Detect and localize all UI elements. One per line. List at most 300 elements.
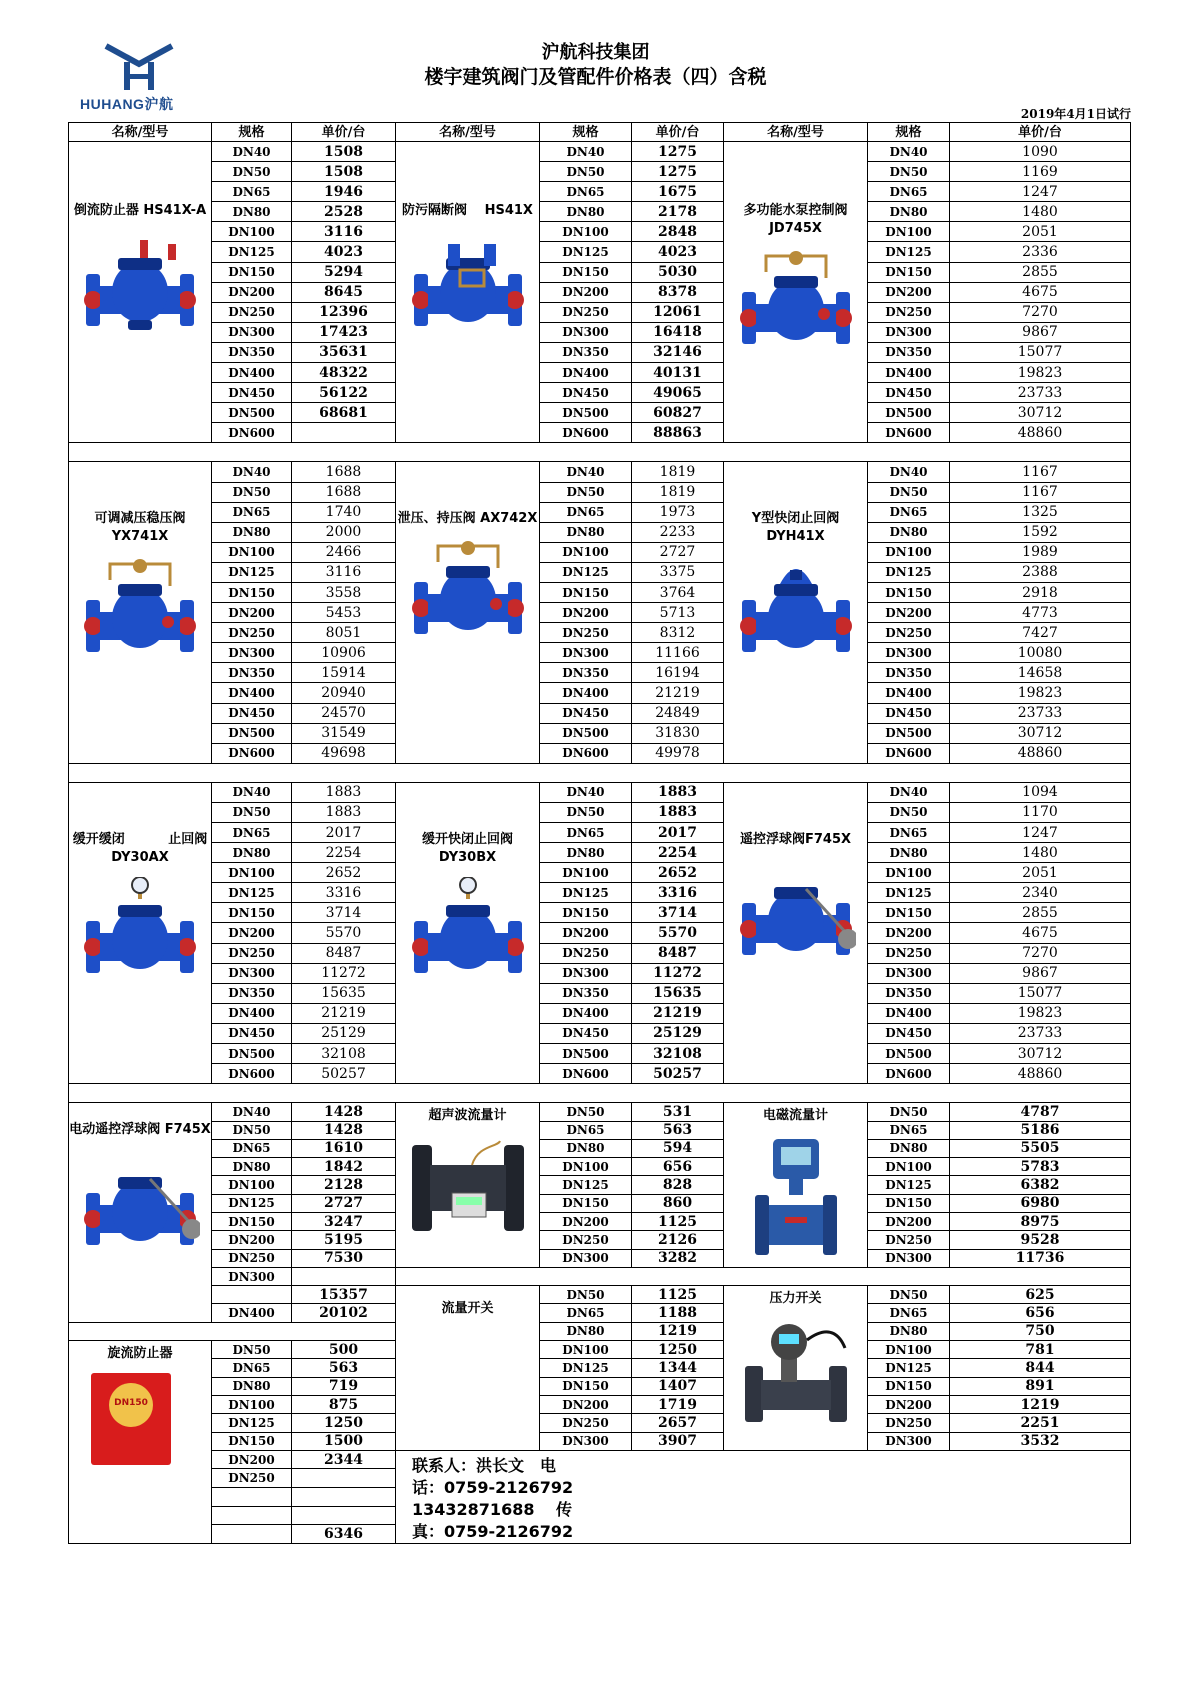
price-cell: 2388	[950, 562, 1131, 582]
spec-cell: DN250	[540, 943, 632, 963]
price-cell: 1247	[950, 182, 1131, 202]
spec-cell: DN65	[212, 1139, 292, 1157]
spec-cell: DN50	[212, 1121, 292, 1139]
effective-date: 2019年4月1日试行	[1020, 107, 1131, 121]
price-table	[68, 122, 1131, 1544]
spec-cell: DN600	[540, 743, 632, 763]
spec-cell: DN65	[212, 823, 292, 843]
spec-cell: DN40	[212, 1103, 292, 1121]
spec-cell: DN250	[868, 623, 950, 643]
price-cell: 1125	[632, 1213, 724, 1231]
column-header: 名称/型号	[69, 123, 212, 142]
spec-cell: DN400	[540, 363, 632, 383]
price-cell: 1125	[632, 1286, 724, 1304]
price-cell: 12396	[292, 302, 396, 322]
spec-cell: DN250	[540, 1414, 632, 1432]
price-cell: 23733	[950, 383, 1131, 403]
spec-cell: DN125	[868, 1176, 950, 1194]
price-cell: 4773	[950, 603, 1131, 623]
product-cell	[396, 142, 540, 443]
company-name: 沪航科技集团	[541, 42, 650, 63]
table-row	[69, 1322, 1131, 1340]
spec-cell: DN600	[212, 1064, 292, 1084]
price-cell: 24570	[292, 703, 396, 723]
spec-cell: DN600	[212, 743, 292, 763]
product-cell	[69, 782, 212, 1083]
table-row	[69, 923, 1131, 943]
price-cell: 30712	[950, 1044, 1131, 1064]
price-cell: 3316	[292, 883, 396, 903]
logo-text: HUHANG沪航	[80, 96, 174, 112]
spec-cell: DN50	[540, 482, 632, 502]
table-row	[69, 482, 1131, 502]
column-header: 单价/台	[292, 123, 396, 142]
spec-cell: DN350	[868, 663, 950, 683]
column-header: 单价/台	[950, 123, 1131, 142]
spec-cell: DN80	[868, 202, 950, 222]
price-cell: 3116	[292, 562, 396, 582]
spec-cell: DN400	[212, 683, 292, 703]
product-image	[724, 1318, 867, 1431]
spec-cell: DN50	[540, 1286, 632, 1304]
table-row	[69, 1377, 1131, 1395]
price-cell: 4675	[950, 923, 1131, 943]
price-cell: 16418	[632, 322, 724, 342]
product-image	[724, 1135, 867, 1263]
price-cell: 3247	[292, 1213, 396, 1231]
price-cell: 1819	[632, 462, 724, 482]
table-row	[69, 782, 1131, 802]
spec-cell: DN500	[212, 723, 292, 743]
table-row	[69, 1249, 1131, 1267]
price-cell: 10906	[292, 643, 396, 663]
price-cell: 656	[632, 1158, 724, 1176]
price-cell: 2017	[292, 823, 396, 843]
price-cell: 2528	[292, 202, 396, 222]
price-cell: 891	[950, 1377, 1131, 1395]
spec-cell: DN125	[212, 242, 292, 262]
spec-cell: DN150	[212, 1432, 292, 1450]
product-cell	[396, 1286, 540, 1451]
spec-cell: DN80	[540, 1322, 632, 1340]
spec-cell: DN200	[540, 923, 632, 943]
table-row	[69, 1304, 1131, 1322]
spec-cell: DN450	[540, 703, 632, 723]
table-row	[69, 403, 1131, 423]
table-row	[69, 723, 1131, 743]
spec-cell: DN200	[868, 1213, 950, 1231]
table-row	[69, 763, 1131, 782]
price-cell: 1188	[632, 1304, 724, 1322]
price-cell: 35631	[292, 342, 396, 362]
spec-cell: DN100	[540, 542, 632, 562]
table-row	[69, 883, 1131, 903]
price-cell: 3907	[632, 1432, 724, 1450]
spec-cell: DN150	[540, 262, 632, 282]
spec-cell: DN250	[212, 302, 292, 322]
spec-cell: DN100	[868, 222, 950, 242]
price-cell: 32108	[292, 1044, 396, 1064]
spec-cell: DN50	[868, 1103, 950, 1121]
spec-cell: DN200	[212, 282, 292, 302]
price-cell: 1480	[950, 202, 1131, 222]
price-cell: 11736	[950, 1249, 1131, 1267]
table-row	[69, 1176, 1131, 1194]
price-cell: 563	[292, 1359, 396, 1377]
spec-cell: DN80	[868, 1322, 950, 1340]
spec-cell: DN400	[540, 1003, 632, 1023]
section-gap	[396, 1267, 1131, 1285]
spec-cell: DN100	[868, 1158, 950, 1176]
spec-cell: DN600	[540, 423, 632, 443]
price-cell: 1973	[632, 502, 724, 522]
price-cell: 1688	[292, 482, 396, 502]
product-name: 压力开关	[769, 1291, 822, 1307]
price-cell: 531	[632, 1103, 724, 1121]
table-row	[69, 603, 1131, 623]
spec-cell: DN400	[212, 363, 292, 383]
price-cell: 3375	[632, 562, 724, 582]
spec-cell: DN250	[540, 302, 632, 322]
spec-cell: DN200	[212, 1450, 292, 1469]
spec-cell: DN100	[540, 222, 632, 242]
price-cell: 2336	[950, 242, 1131, 262]
price-cell: 1094	[950, 782, 1131, 802]
price-cell: 16194	[632, 663, 724, 683]
spec-cell: DN65	[868, 1121, 950, 1139]
spec-cell: DN125	[868, 1359, 950, 1377]
price-cell: 20102	[292, 1304, 396, 1322]
price-cell: 8487	[632, 943, 724, 963]
price-cell: 2051	[950, 222, 1131, 242]
table-row	[69, 1286, 1131, 1304]
spec-cell: DN100	[212, 1176, 292, 1194]
spec-cell: DN300	[868, 643, 950, 663]
spec-cell: DN200	[868, 282, 950, 302]
table-row	[69, 823, 1131, 843]
spec-cell: DN150	[868, 582, 950, 602]
spec-cell: DN40	[868, 462, 950, 482]
price-cell: 781	[950, 1341, 1131, 1359]
spec-cell: DN500	[868, 1044, 950, 1064]
table-row	[69, 462, 1131, 482]
price-cell: 5505	[950, 1139, 1131, 1157]
product-name: 倒流防止器 HS41X-A	[73, 203, 207, 218]
spec-cell: DN300	[868, 963, 950, 983]
price-cell: 4023	[632, 242, 724, 262]
spec-cell: DN300	[212, 1267, 292, 1285]
price-cell: 48322	[292, 363, 396, 383]
price-cell: 15635	[292, 983, 396, 1003]
spec-cell: DN250	[212, 943, 292, 963]
table-row	[69, 562, 1131, 582]
spec-cell: DN100	[540, 1341, 632, 1359]
product-cell	[69, 1341, 212, 1544]
spec-cell: DN150	[540, 903, 632, 923]
price-cell: 8487	[292, 943, 396, 963]
price-cell	[292, 1267, 396, 1285]
spec-cell: DN250	[540, 1231, 632, 1249]
price-cell: 6980	[950, 1194, 1131, 1212]
price-cell: 656	[950, 1304, 1131, 1322]
spec-cell: DN80	[212, 1377, 292, 1395]
spec-cell: DN450	[540, 1023, 632, 1043]
price-cell: 8051	[292, 623, 396, 643]
price-cell: 1480	[950, 843, 1131, 863]
product-name: 缓开缓闭 止回阀 DY30AX	[72, 831, 208, 865]
table-row	[69, 1023, 1131, 1043]
spec-cell: DN125	[212, 562, 292, 582]
spec-cell: DN125	[540, 1359, 632, 1377]
price-cell: 9528	[950, 1231, 1131, 1249]
price-cell: 10080	[950, 643, 1131, 663]
spec-cell: DN250	[868, 302, 950, 322]
spec-cell: DN150	[540, 582, 632, 602]
price-cell: 8312	[632, 623, 724, 643]
price-cell: 15357	[292, 1286, 396, 1304]
section-gap	[69, 763, 1131, 782]
price-cell: 875	[292, 1395, 396, 1413]
table-row	[69, 363, 1131, 383]
price-cell: 2727	[632, 542, 724, 562]
price-cell: 56122	[292, 383, 396, 403]
price-cell: 3714	[632, 903, 724, 923]
price-cell: 2340	[950, 883, 1131, 903]
product-name: Y型快闭止回阀 DYH41X	[751, 511, 840, 545]
price-cell: 17423	[292, 322, 396, 342]
product-name: 遥控浮球阀F745X	[739, 831, 852, 847]
spec-cell: DN300	[540, 322, 632, 342]
price-cell: 2000	[292, 522, 396, 542]
price-cell: 1883	[632, 782, 724, 802]
price-cell: 15077	[950, 983, 1131, 1003]
spec-cell: DN350	[212, 342, 292, 362]
product-image	[69, 556, 211, 669]
price-cell: 844	[950, 1359, 1131, 1377]
spec-cell: DN65	[868, 502, 950, 522]
spec-cell: DN125	[212, 883, 292, 903]
contact-line: 真：0759-2126792	[412, 1521, 574, 1541]
table-row	[69, 963, 1131, 983]
product-image	[69, 230, 211, 343]
spec-cell: DN500	[868, 403, 950, 423]
price-cell: 11272	[632, 963, 724, 983]
table-row	[69, 802, 1131, 822]
price-cell: 6382	[950, 1176, 1131, 1194]
price-cell: 23733	[950, 703, 1131, 723]
price-cell: 2017	[632, 823, 724, 843]
spec-cell: DN500	[540, 403, 632, 423]
spec-cell: DN500	[212, 1044, 292, 1064]
section-gap	[69, 1084, 1131, 1103]
price-cell: 1688	[292, 462, 396, 482]
spec-cell: DN500	[540, 1044, 632, 1064]
table-row	[69, 1084, 1131, 1103]
spec-cell: DN100	[540, 1158, 632, 1176]
spec-cell: DN50	[212, 1341, 292, 1359]
price-cell: 1250	[632, 1341, 724, 1359]
price-cell: 3714	[292, 903, 396, 923]
spec-cell: DN80	[540, 522, 632, 542]
price-cell: 1740	[292, 502, 396, 522]
spec-cell: DN400	[540, 683, 632, 703]
spec-cell: DN300	[868, 322, 950, 342]
spec-cell: DN300	[212, 643, 292, 663]
table-row	[69, 162, 1131, 182]
price-cell: 4023	[292, 242, 396, 262]
table-row	[69, 123, 1131, 142]
product-name: 泄压、持压阀 AX742X	[397, 511, 538, 527]
spec-cell: DN350	[868, 342, 950, 362]
table-row	[69, 1158, 1131, 1176]
spec-cell: DN400	[868, 363, 950, 383]
product-cell	[724, 1103, 868, 1268]
price-cell: 2727	[292, 1194, 396, 1212]
spec-cell: DN300	[868, 1432, 950, 1450]
spec-cell: DN300	[540, 1432, 632, 1450]
spec-cell: DN150	[540, 1377, 632, 1395]
price-cell: 1883	[292, 802, 396, 822]
spec-cell: DN100	[212, 222, 292, 242]
spec-cell: DN65	[212, 1359, 292, 1377]
price-cell: 1325	[950, 502, 1131, 522]
price-cell: 2657	[632, 1414, 724, 1432]
spec-cell: DN80	[868, 843, 950, 863]
price-cell: 30712	[950, 723, 1131, 743]
spec-cell: DN50	[868, 1286, 950, 1304]
price-cell: 1719	[632, 1395, 724, 1413]
spec-cell: DN50	[868, 802, 950, 822]
product-image	[724, 556, 867, 669]
spec-cell: DN300	[212, 963, 292, 983]
spec-cell: DN40	[212, 782, 292, 802]
price-cell: 24849	[632, 703, 724, 723]
product-image	[396, 877, 539, 990]
spec-cell: DN150	[212, 582, 292, 602]
spec-cell: DN65	[540, 823, 632, 843]
table-row	[69, 1064, 1131, 1084]
price-cell: 40131	[632, 363, 724, 383]
column-header: 规格	[212, 123, 292, 142]
price-cell: 2855	[950, 262, 1131, 282]
price-cell: 1090	[950, 142, 1131, 162]
spec-cell: DN300	[868, 1249, 950, 1267]
spec-cell: DN150	[540, 1194, 632, 1212]
price-cell: 1428	[292, 1103, 396, 1121]
spec-cell: DN350	[868, 983, 950, 1003]
spec-cell: DN250	[212, 1249, 292, 1267]
table-row	[69, 1450, 1131, 1469]
table-row	[69, 943, 1131, 963]
price-cell: 2126	[632, 1231, 724, 1249]
price-cell: 1275	[632, 162, 724, 182]
spec-cell: DN125	[540, 883, 632, 903]
spec-cell: DN300	[540, 963, 632, 983]
price-cell: 5570	[632, 923, 724, 943]
table-row	[69, 743, 1131, 763]
table-row	[69, 582, 1131, 602]
spec-cell: DN250	[212, 1469, 292, 1488]
spec-cell: DN150	[212, 903, 292, 923]
table-row	[69, 1103, 1131, 1121]
table-row	[69, 342, 1131, 362]
price-cell: 2178	[632, 202, 724, 222]
table-row	[69, 302, 1131, 322]
product-name: 电动遥控浮球阀 F745X	[69, 1122, 211, 1138]
table-row	[69, 1231, 1131, 1249]
price-cell: 23733	[950, 1023, 1131, 1043]
product-image	[396, 1135, 539, 1243]
spec-cell: DN600	[212, 423, 292, 443]
spec-cell: DN125	[212, 1194, 292, 1212]
price-cell: 7270	[950, 943, 1131, 963]
product-cell	[396, 782, 540, 1083]
spec-cell: DN125	[540, 1176, 632, 1194]
spec-cell: DN150	[212, 262, 292, 282]
price-cell: 15077	[950, 342, 1131, 362]
spec-cell: DN200	[540, 1213, 632, 1231]
spec-cell: DN150	[868, 1377, 950, 1395]
spec-cell: DN600	[868, 1064, 950, 1084]
section-gap	[69, 1322, 396, 1340]
table-row	[69, 322, 1131, 342]
product-name: 防污隔断阀 HS41X	[402, 203, 533, 218]
spec-cell: DN65	[540, 1121, 632, 1139]
spec-cell: DN65	[540, 182, 632, 202]
table-row	[69, 1359, 1131, 1377]
product-name: 多功能水泵控制阀 JD745X	[743, 203, 861, 236]
price-cell: 21219	[292, 1003, 396, 1023]
spec-cell: DN40	[868, 142, 950, 162]
price-cell: 3282	[632, 1249, 724, 1267]
price-cell: 11272	[292, 963, 396, 983]
spec-cell: DN125	[868, 242, 950, 262]
table-row	[69, 1194, 1131, 1212]
spec-cell: DN50	[868, 482, 950, 502]
spec-cell: DN80	[868, 522, 950, 542]
spec-cell: DN300	[540, 643, 632, 663]
product-cell	[724, 782, 868, 1083]
table-row	[69, 703, 1131, 723]
spec-cell: DN400	[868, 1003, 950, 1023]
table-row	[69, 663, 1131, 683]
spec-cell: DN40	[212, 142, 292, 162]
spec-cell: DN50	[212, 802, 292, 822]
price-cell: 828	[632, 1176, 724, 1194]
spec-cell: DN65	[868, 823, 950, 843]
price-cell: 2652	[632, 863, 724, 883]
price-cell: 1842	[292, 1158, 396, 1176]
price-cell	[292, 1506, 396, 1525]
price-cell: 88863	[632, 423, 724, 443]
table-row	[69, 1341, 1131, 1359]
spec-cell: DN200	[868, 923, 950, 943]
vortex-size-label: DN150	[114, 1398, 148, 1409]
price-cell: 1883	[292, 782, 396, 802]
product-name: 超声波流量计	[428, 1108, 507, 1124]
price-cell: 12061	[632, 302, 724, 322]
price-cell: 2855	[950, 903, 1131, 923]
price-cell: 2848	[632, 222, 724, 242]
spec-cell: DN500	[212, 403, 292, 423]
spec-cell: DN80	[212, 522, 292, 542]
spec-cell: DN450	[212, 703, 292, 723]
spec-cell: DN125	[540, 562, 632, 582]
spec-cell: DN300	[212, 322, 292, 342]
spec-cell: DN80	[212, 202, 292, 222]
table-row	[69, 222, 1131, 242]
spec-cell: DN600	[868, 743, 950, 763]
